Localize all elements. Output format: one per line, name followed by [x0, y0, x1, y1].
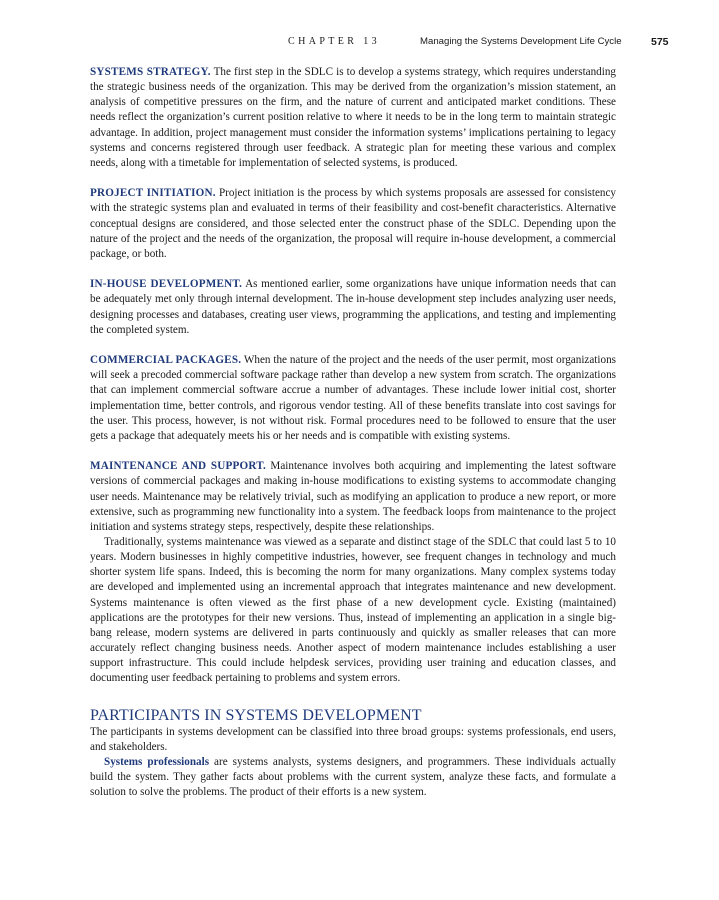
chapter-title: Managing the Systems Development Life Cycle — [420, 36, 622, 47]
section-maintenance-and-support — [90, 459, 616, 535]
section-heading: PROJECT INITIATION. — [90, 187, 216, 200]
systems-professionals-term: Systems professionals — [104, 755, 210, 768]
section-heading: IN-HOUSE DEVELOPMENT. — [90, 278, 243, 291]
section-heading: SYSTEMS STRATEGY. — [90, 66, 211, 78]
section-commercial-packages — [90, 353, 616, 444]
running-head — [0, 36, 719, 50]
systems-professionals-paragraph — [90, 755, 616, 800]
chapter-label: CHAPTER 13 — [288, 36, 381, 47]
section-body: As mentioned earlier, some organizations have unique information needs that can be adequately met only through internal development. The in-house development step includes analyzing user needs, designing processes and databases, creating user views, programming the applications, and testing and implementing the completed system. — [90, 278, 617, 336]
section-body: Project initiation is the process by which systems proposals are assessed for consistency with the strategic systems plan and evaluated in terms of their feasibility and cost-benefit characteristics. Alternative conceptual designs are considered, and those selected enter the construct phase of the SDLC. Depending upon the nature of the project and the needs of the organization, the proposal will require in-house development, a commercial package, or both. — [90, 187, 616, 260]
page-body — [90, 65, 616, 800]
section-heading: MAINTENANCE AND SUPPORT. — [90, 460, 267, 473]
section-body: When the nature of the project and the needs of the user permit, most organizations will seek a precoded commercial software package rather than develop a new system from scratch. The organizations that can implement commercial software accrue a number of advantages. These include lower initial cost, shorter implementation time, better controls, and rigorous vendor testing. All of these benefits translate into cost savings for the user. This process, however, is not without risk. Formal procedures need to be followed to ensure that the user gets a package that adequately meets his or her needs and is compatible with existing systems. — [90, 354, 616, 442]
participants-intro-paragraph: The participants in systems development can be classified into three broad groups: systems professionals, end users, and stakeholders. — [90, 725, 616, 753]
section-project-initiation — [90, 186, 616, 262]
page-number: 575 — [651, 36, 669, 48]
section-body: The first step in the SDLC is to develop a systems strategy, which requires understanding the strategic business needs of the organization. This may be derived from the organization’s mission statement, an analysis of competitive pressures on the firm, and the nature of current and anticipated market conditions. These needs reflect the organization’s current position relative to where it needs to be in the long term to maintain strategic advantage. In addition, project management must consider the information systems’ implications pertaining to legacy systems and concerns registered through user feedback. A strategic plan for meeting these various and complex needs, along with a timetable for implementation of selected systems, is produced. — [90, 66, 616, 169]
systems-professionals-body: are systems analysts, systems designers, and programmers. These individuals actually build the system. They gather facts about problems with the current system, analyze these facts, and formulate a solution to solve the problems. The product of their efforts is a new system. — [90, 755, 616, 799]
maintenance-continuation-paragraph: Traditionally, systems maintenance was viewed as a separate and distinct stage of the SDLC that could last 5 to 10 years. Modern businesses in highly competitive industries, however, see frequent changes in technology and much shorter system life spans. Indeed, this is becoming the norm for many organizations. Many complex systems today are developed and implemented using an incremental approach that integrates maintenance and new development. Systems maintenance is often viewed as the first phase of a new development cycle. Existing (maintained) applications are the prototypes for their new versions. Thus, instead of implementing an application in a single big-bang release, modern systems are delivered in parts continuously and quickly as smaller releases that can more accurately reflect changing business needs. Another aspect of modern maintenance includes establishing a user support infrastructure. This could include helpdesk services, providing user training and education classes, and documenting user feedback pertaining to problems and system errors. — [90, 535, 616, 685]
section-systems-strategy — [90, 65, 616, 171]
section-body: Maintenance involves both acquiring and implementing the latest software versions of commercial packages and making in-house modifications to existing systems to accommodate changing user needs. Maintenance may be relatively trivial, such as modifying an application to produce a new report, or more extensive, such as programming new functionality into a system. The feedback loops from maintenance to the project initiation and systems strategy steps, respectively, despite these relationships. — [90, 460, 616, 533]
participants-heading: PARTICIPANTS IN SYSTEMS DEVELOPMENT — [90, 706, 422, 724]
section-heading: COMMERCIAL PACKAGES. — [90, 354, 242, 367]
section-in-house-development — [90, 277, 616, 338]
